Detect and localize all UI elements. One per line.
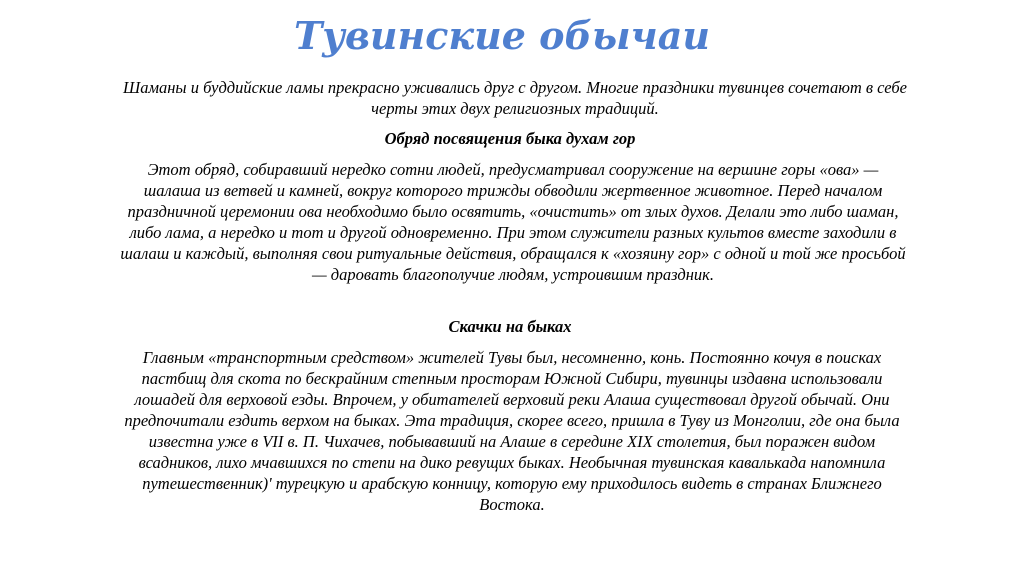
intro-paragraph: Шаманы и буддийские ламы прекрасно уживались друг с другом. Многие праздники тувинцев сочетают в себе черты этих двух религиозных традиций. — [123, 78, 907, 118]
section-text-ritual: Этот обряд, собиравший нередко сотни людей, предусматривал сооружение на вершине горы «ова» — шалаша из ветвей и камней, вокруг которого трижды обводили жертвенное животное. Перед началом праздничной церемонии ова необходимо было освятить, «очистить» от злых духов. Делали это либо шаман, либо лама, а нередко и тот и другой одновременно. При этом служители разных культов вместе заходили в шалаш и каждый, выполняя свои ритуальные действия, обращался к «хозяину гор» с одной и той же просьбой — даровать благополучие людям, устроившим праздник. — [120, 160, 906, 284]
section-text-bull-races: Главным «транспортным средством» жителей Тувы был, несомненно, конь. Постоянно кочуя в поисках пастбищ для скота по бескрайним степным просторам Южной Сибири, тувинцы издавна использовали лошадей для верховой езды. Впрочем, у обитателей верховий реки Алаша существовал другой обычай. Они предпочитали ездить верхом на быках. Эта традиция, скорее всего, пришла в Туву из Монголии, где она была известна уже в VII в. П. Чихачев, побывавший на Алаше в середине XIX столетия, был поражен видом всадников, лихо мчавшихся по степи на дико ревущих быках. Необычная тувинская кавалькада напомнила путешественник)' турецкую и арабскую конницу, которую ему приходилось видеть в странах Ближнего Востока. — [124, 348, 900, 514]
section-heading-bull-races: Скачки на быках — [448, 317, 572, 336]
slide-title: Тувинские обычаи — [293, 13, 711, 58]
section-heading-ritual: Обряд посвящения быка духам гор — [384, 129, 636, 148]
